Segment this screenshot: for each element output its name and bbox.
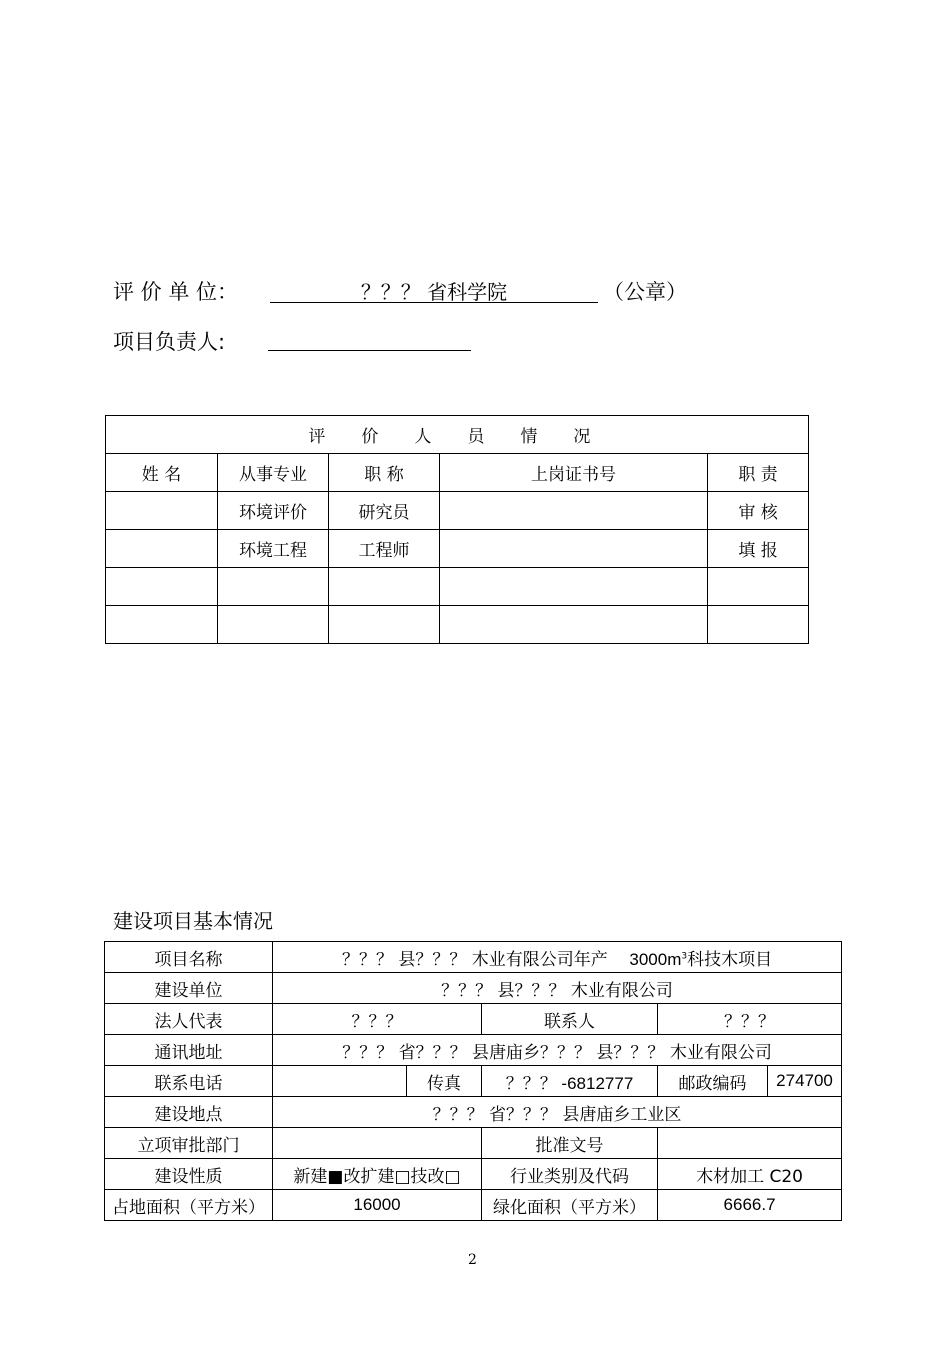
approval-dept-label: 立项审批部门	[105, 1128, 273, 1159]
table-row	[105, 1097, 842, 1128]
cell: 审 核	[708, 492, 809, 530]
address-value: ？？？ 省？？？ 县唐庙乡？？？ 县？？？ 木业有限公司	[273, 1035, 842, 1066]
nature-value: 新建■改扩建□技改□	[273, 1159, 482, 1190]
approval-no-label: 批准文号	[482, 1128, 658, 1159]
project-name-label: 项目名称	[105, 942, 273, 973]
industry-value: 木材加工 C20	[658, 1159, 842, 1190]
page-number: 2	[468, 1252, 477, 1268]
contact-value: ？？？	[658, 1004, 842, 1035]
project-table	[104, 941, 842, 1221]
fax-value: ？？？ -6812777	[482, 1066, 658, 1097]
address-label: 通讯地址	[105, 1035, 273, 1066]
cell	[440, 530, 708, 568]
leader-underline	[268, 350, 471, 351]
table-row	[106, 492, 809, 530]
cell	[106, 530, 218, 568]
cell	[329, 568, 440, 606]
cell	[218, 606, 329, 644]
approval-dept-value	[273, 1128, 482, 1159]
table-row	[105, 1190, 842, 1221]
cell	[329, 606, 440, 644]
cell: 工程师	[329, 530, 440, 568]
nature-label: 建设性质	[105, 1159, 273, 1190]
post-value: 274700	[768, 1066, 842, 1097]
project-name-value: ？？？ 县？？？ 木业有限公司年产 $3000m^3$科技木项目	[273, 942, 842, 973]
cell	[440, 492, 708, 530]
table-row	[105, 1159, 842, 1190]
area-value: 16000	[273, 1190, 482, 1221]
cell: 研究员	[329, 492, 440, 530]
table-row	[105, 1004, 842, 1035]
industry-label: 行业类别及代码	[482, 1159, 658, 1190]
cell	[440, 606, 708, 644]
site-value: ？？？ 省？？？ 县唐庙乡工业区	[273, 1097, 842, 1128]
cell	[106, 606, 218, 644]
cell: 填 报	[708, 530, 809, 568]
cell	[708, 606, 809, 644]
unit-value: ？？？ 省科学院	[360, 280, 508, 304]
seal-note: （公章）	[603, 280, 687, 304]
col-header-cert: 上岗证书号	[440, 454, 708, 492]
phone-value	[273, 1066, 407, 1097]
fax-label: 传真	[407, 1066, 482, 1097]
builder-label: 建设单位	[105, 973, 273, 1004]
table-row	[105, 1128, 842, 1159]
area-label: 占地面积（平方米）	[105, 1190, 273, 1221]
phone-label: 联系电话	[105, 1066, 273, 1097]
post-label: 邮政编码	[658, 1066, 768, 1097]
contact-label: 联系人	[482, 1004, 658, 1035]
unit-label: 评 价 单 位：	[113, 280, 239, 304]
site-label: 建设地点	[105, 1097, 273, 1128]
staff-table-title: 评 价 人 员 情 况	[106, 416, 809, 454]
table-row	[105, 973, 842, 1004]
col-header-major: 从事专业	[218, 454, 329, 492]
col-header-title: 职 称	[329, 454, 440, 492]
leader-label: 项目负责人:	[113, 330, 226, 354]
col-header-name: 姓 名	[106, 454, 218, 492]
green-label: 绿化面积（平方米）	[482, 1190, 658, 1221]
cell	[708, 568, 809, 606]
staff-table	[105, 415, 809, 644]
approval-no-value	[658, 1128, 842, 1159]
cell: 环境评价	[218, 492, 329, 530]
table-row	[105, 1035, 842, 1066]
table-row	[106, 530, 809, 568]
legal-label: 法人代表	[105, 1004, 273, 1035]
table-row	[105, 942, 842, 973]
cell	[106, 492, 218, 530]
col-header-duty: 职 责	[708, 454, 809, 492]
builder-value: ？？？ 县？？？ 木业有限公司	[273, 973, 842, 1004]
table-row	[106, 568, 809, 606]
cell	[218, 568, 329, 606]
staff-header-row	[106, 454, 809, 492]
cell	[440, 568, 708, 606]
section-title: 建设项目基本情况	[113, 909, 273, 933]
table-row	[106, 606, 809, 644]
cell: 环境工程	[218, 530, 329, 568]
green-value: 6666.7	[658, 1190, 842, 1221]
legal-value: ？？？	[273, 1004, 482, 1035]
cell	[106, 568, 218, 606]
table-row	[105, 1066, 842, 1097]
